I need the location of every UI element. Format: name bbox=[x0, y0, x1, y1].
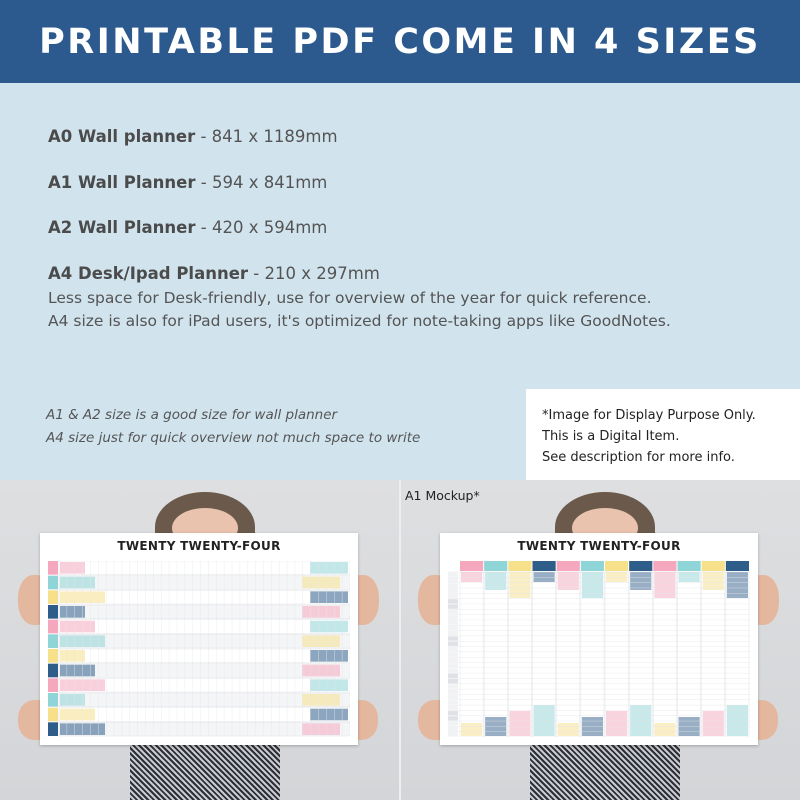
page-title: PRINTABLE PDF COME IN 4 SIZES bbox=[39, 21, 761, 62]
size-a4 bbox=[48, 264, 380, 283]
mockup-divider bbox=[399, 480, 401, 800]
month-column bbox=[460, 572, 483, 737]
day-label-cell bbox=[448, 700, 458, 704]
size-a2 bbox=[48, 218, 327, 237]
day-label-cell bbox=[448, 679, 458, 683]
header-banner bbox=[0, 0, 800, 83]
month-row bbox=[59, 649, 350, 663]
month-highlight bbox=[60, 665, 95, 677]
month-header-cell bbox=[508, 561, 531, 571]
day-label-cell bbox=[448, 604, 458, 608]
month-highlight bbox=[60, 694, 85, 706]
left-poster bbox=[40, 533, 358, 745]
size-a2-dims: - 420 x 594mm bbox=[195, 218, 328, 237]
month-label-cell bbox=[48, 634, 58, 648]
month-highlight bbox=[509, 711, 530, 736]
a4-description-line: Less space for Desk-friendly, use for overview of the year for quick reference. bbox=[48, 289, 652, 307]
a4-description bbox=[48, 287, 671, 333]
day-label-cell bbox=[448, 658, 458, 662]
month-highlight bbox=[606, 572, 627, 582]
month-label-cell bbox=[48, 649, 58, 663]
month-highlight bbox=[703, 572, 724, 590]
day-label-cell bbox=[448, 615, 458, 619]
day-label-cell bbox=[448, 706, 458, 710]
day-label-cell bbox=[448, 732, 458, 736]
month-highlight bbox=[485, 572, 506, 590]
day-label-cell bbox=[448, 727, 458, 731]
day-label-cell bbox=[448, 668, 458, 672]
month-header-cell bbox=[484, 561, 507, 571]
month-row bbox=[59, 620, 350, 634]
day-label-cell bbox=[448, 690, 458, 694]
day-label-cell bbox=[448, 652, 458, 656]
month-highlight bbox=[582, 572, 603, 598]
month-highlight bbox=[630, 572, 651, 590]
left-poster-grid bbox=[48, 561, 350, 737]
month-highlight bbox=[509, 572, 530, 598]
month-highlight bbox=[60, 577, 95, 589]
month-column bbox=[484, 572, 507, 737]
month-highlight bbox=[60, 562, 85, 574]
day-label-cell bbox=[448, 711, 458, 715]
month-header-cell bbox=[460, 561, 483, 571]
size-a0 bbox=[48, 127, 338, 146]
size-a0-name: A0 Wall planner bbox=[48, 127, 196, 146]
month-highlight bbox=[558, 572, 579, 590]
month-highlight bbox=[654, 572, 675, 598]
month-highlight bbox=[679, 572, 700, 582]
month-highlight bbox=[60, 621, 95, 633]
month-label-cell bbox=[48, 722, 58, 736]
disclaimer-line: This is a Digital Item. bbox=[542, 429, 680, 444]
disclaimer-line: *Image for Display Purpose Only. bbox=[542, 408, 756, 423]
month-highlight bbox=[654, 723, 675, 736]
month-highlight bbox=[60, 650, 85, 662]
month-highlight bbox=[606, 711, 627, 736]
month-label-cell bbox=[48, 678, 58, 692]
day-label-cell bbox=[448, 599, 458, 603]
size-a4-name: A4 Desk/Ipad Planner bbox=[48, 264, 249, 283]
month-highlight bbox=[534, 705, 555, 736]
day-label-cell bbox=[448, 716, 458, 720]
day-label-cell bbox=[448, 722, 458, 726]
size-a1-name: A1 Wall Planner bbox=[48, 173, 196, 192]
month-column bbox=[557, 572, 580, 737]
day-label-cell bbox=[448, 578, 458, 582]
month-header-cell bbox=[605, 561, 628, 571]
day-label-cell bbox=[448, 610, 458, 614]
right-poster-title: TWENTY TWENTY-FOUR bbox=[517, 539, 681, 553]
day-label-cell bbox=[448, 684, 458, 688]
day-label-cell bbox=[448, 695, 458, 699]
month-header-cell bbox=[678, 561, 701, 571]
a4-description-line: A4 size is also for iPad users, it's optimized for note-taking apps like GoodNotes. bbox=[48, 312, 671, 330]
month-label-cell bbox=[48, 561, 58, 575]
day-label-cell bbox=[448, 674, 458, 678]
month-highlight bbox=[558, 723, 579, 736]
day-label-cell bbox=[448, 647, 458, 651]
size-a1 bbox=[48, 173, 327, 192]
month-label-cell bbox=[48, 576, 58, 590]
month-header-cell bbox=[581, 561, 604, 571]
size-a2-name: A2 Wall Planner bbox=[48, 218, 196, 237]
month-highlight bbox=[60, 606, 85, 618]
day-label-cell bbox=[448, 588, 458, 592]
day-label-cell bbox=[448, 663, 458, 667]
month-highlight bbox=[727, 705, 748, 736]
mockup-photo bbox=[0, 480, 800, 800]
month-label-cell bbox=[48, 693, 58, 707]
month-label-cell bbox=[48, 590, 58, 604]
right-poster bbox=[440, 533, 758, 745]
month-highlight bbox=[630, 705, 651, 736]
day-label-cell bbox=[448, 620, 458, 624]
size-a1-dims: - 594 x 841mm bbox=[195, 173, 328, 192]
month-header-cell bbox=[702, 561, 725, 571]
month-highlight bbox=[703, 711, 724, 736]
month-header-cell bbox=[629, 561, 652, 571]
day-label-cell bbox=[448, 642, 458, 646]
day-label-cell bbox=[448, 631, 458, 635]
month-label-cell bbox=[48, 664, 58, 678]
month-label-cell bbox=[48, 708, 58, 722]
month-label-cell bbox=[48, 605, 58, 619]
month-row bbox=[59, 708, 350, 722]
mockup-label: A1 Mockup* bbox=[405, 488, 480, 503]
month-header-cell bbox=[726, 561, 749, 571]
month-highlight bbox=[727, 572, 748, 598]
size-notes bbox=[46, 404, 420, 450]
day-label-cell bbox=[448, 636, 458, 640]
disclaimer-line: See description for more info. bbox=[542, 450, 735, 465]
month-label-cell bbox=[48, 620, 58, 634]
month-highlight bbox=[461, 572, 482, 582]
right-poster-grid bbox=[448, 561, 750, 737]
month-highlight bbox=[534, 572, 555, 582]
note-line: A1 & A2 size is a good size for wall planner bbox=[46, 407, 338, 423]
month-highlight bbox=[461, 723, 482, 736]
day-label-cell bbox=[448, 583, 458, 587]
month-row bbox=[59, 561, 350, 575]
size-a4-dims: - 210 x 297mm bbox=[248, 264, 380, 283]
disclaimer-box bbox=[526, 389, 800, 480]
month-header-cell bbox=[557, 561, 580, 571]
day-label-cell bbox=[448, 594, 458, 598]
month-header-cell bbox=[533, 561, 556, 571]
note-line: A4 size just for quick overview not much space to write bbox=[46, 430, 421, 446]
size-a0-dims: - 841 x 1189mm bbox=[195, 127, 338, 146]
day-label-cell bbox=[448, 573, 458, 577]
left-poster-title: TWENTY TWENTY-FOUR bbox=[117, 539, 281, 553]
month-highlight bbox=[60, 709, 95, 721]
month-header-cell bbox=[653, 561, 676, 571]
month-column bbox=[678, 572, 701, 737]
day-label-cell bbox=[448, 626, 458, 630]
